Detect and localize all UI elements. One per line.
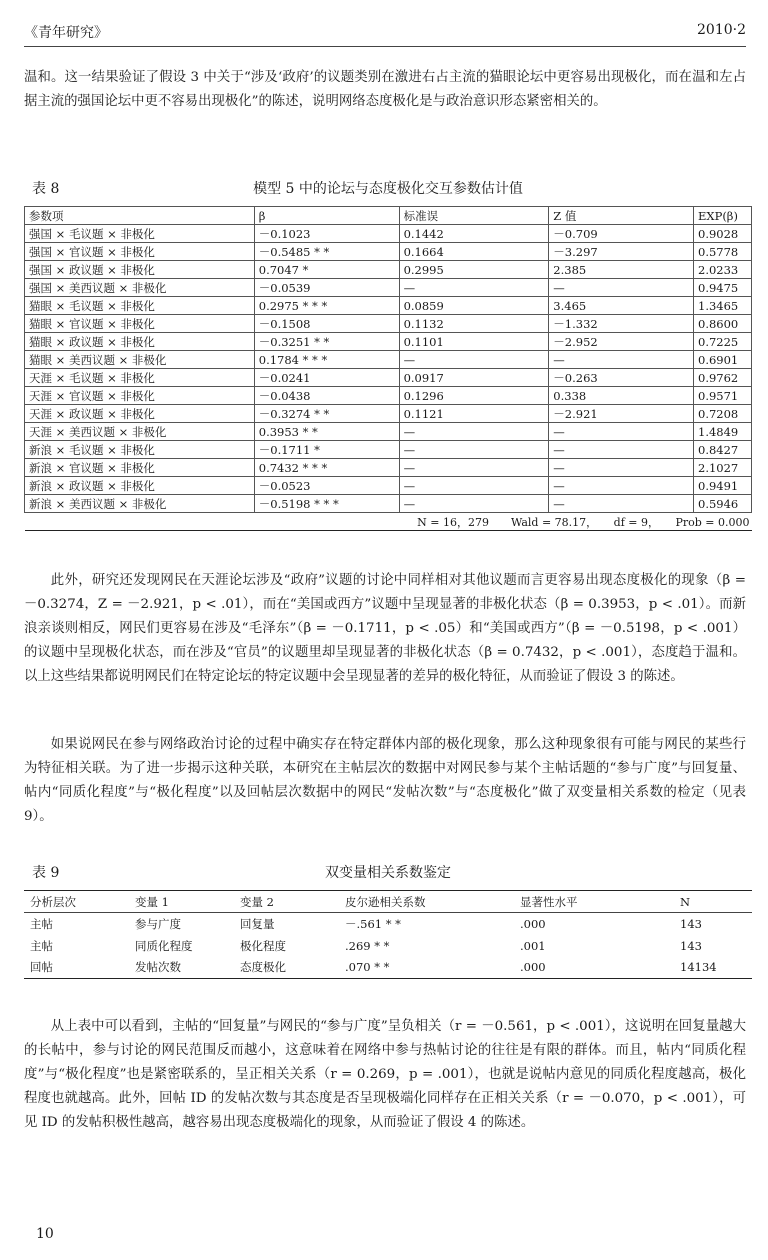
table-9-header-cell: 变量 2 — [234, 891, 339, 913]
table-8-row — [25, 405, 752, 423]
issue-number: 2010·2 — [697, 22, 746, 38]
table-8-row-cell: －3.297 — [549, 243, 694, 261]
table-8-row-cell: 天涯 × 美西议题 × 非极化 — [25, 423, 255, 441]
table-9-header-cell: 分析层次 — [24, 891, 129, 913]
table-8-row-cell: 新浪 × 毛议题 × 非极化 — [25, 441, 255, 459]
table-8-row-cell: — — [549, 423, 694, 441]
table-8-row-cell: — — [549, 459, 694, 477]
table-9-row-cell: .000 — [520, 960, 546, 975]
paragraph-1: 温和。这一结果验证了假设 3 中关于“涉及‘政府’的议题类别在激进右占主流的猫眼论坛中更容易出现极化，而在温和左占据主流的强国论坛中更不容易出现极化”的陈述，说明网络态度极化是与政治意识形态紧密相关的。 — [24, 70, 746, 109]
table-8-row-cell: 0.0917 — [399, 369, 549, 387]
table-8-row — [25, 495, 752, 513]
table-8-row-cell: －0.3274 * * — [254, 405, 399, 423]
table-8-row-cell: 猫眼 × 毛议题 × 非极化 — [25, 297, 255, 315]
table-8-row-cell: — — [549, 351, 694, 369]
table-8-row — [25, 261, 752, 279]
table-9-row-cell: 143 — [680, 916, 702, 931]
table-8-row-cell: 1.4849 — [694, 423, 752, 441]
table-8-row-cell: 0.3953 * * — [254, 423, 399, 441]
table-8-row-cell: 0.9028 — [694, 225, 752, 243]
table-8-row — [25, 351, 752, 369]
table-8-row-cell: 0.1664 — [399, 243, 549, 261]
table-8-row-cell: — — [549, 279, 694, 297]
table-9-row — [24, 935, 752, 957]
table-9-header-cell: N — [674, 891, 752, 913]
table-8-row-cell: 猫眼 × 政议题 × 非极化 — [25, 333, 255, 351]
journal-title: 《青年研究》 — [24, 25, 108, 41]
table-8-row-cell: — — [399, 495, 549, 513]
table-8-row-cell: 0.338 — [549, 387, 694, 405]
table-9-row — [24, 957, 752, 979]
table-8-row — [25, 387, 752, 405]
table-8-row — [25, 297, 752, 315]
table-8-row — [25, 423, 752, 441]
table-8-row-cell: －0.0241 — [254, 369, 399, 387]
table-9-row-cell: .000 — [520, 916, 546, 931]
page-number: 10 — [36, 1226, 54, 1242]
table-8-header-cell: 参数项 — [25, 207, 255, 225]
paragraph-2: 此外，研究还发现网民在天涯论坛涉及“政府”议题的讨论中同样相对其他议题而言更容易出现态度极化的现象（β = －0.3274，Z = －2.921，p < .01），而在“美国或西方”议题中呈现显著的非极化状态（β = 0.3953，p < .01）。而新浪亲谈则相反，网民们更容易在涉及“毛泽东”（β = －0.1711，p < .05）和“美国或西方”（β = －0.5198，p < .001）的议题中呈现极化状态，而在涉及“官员”的议题里却呈现显著的非极化状态（β = 0.7432，p < .001），态度趋于温和。以上这些结果都说明网民们在特定论坛的特定议题中会呈现显著的差异的极化特征，从而验证了假设 3 的陈述。 — [24, 573, 746, 684]
table-8-row-cell: 天涯 × 毛议题 × 非极化 — [25, 369, 255, 387]
table-8-row-cell: 0.0859 — [399, 297, 549, 315]
running-header — [24, 22, 746, 47]
table-8-row-cell: －0.709 — [549, 225, 694, 243]
table-8-row — [25, 459, 752, 477]
table-9-header-cell: 显著性水平 — [514, 891, 674, 913]
table-8-row-cell: — — [399, 459, 549, 477]
table-9-label: 表 9 — [32, 865, 60, 881]
table-9-row-cell: 回复量 — [240, 916, 275, 931]
paragraph-4: 从上表中可以看到，主帖的“回复量”与网民的“参与广度”呈负相关（r = －0.561，p < .001），这说明在回复量越大的长帖中，参与讨论的网民范围反而越小，这意味着在网络中参与热帖讨论的往往是有限的群体。而且，帖内“同质化程度”与“极化程度”也是紧密联系的，呈正相关关系（r = 0.269，p = .001），也就是说帖内意见的同质化程度越高，极化程度也就越高。此外，回帖 ID 的发帖次数与其态度是否呈现极端化同样存在正相关关系（r = －0.070，p < .001），可见 ID 的发帖积极性越高，越容易出现态度极端化的现象，从而验证了假设 4 的陈述。 — [24, 1019, 746, 1130]
table-9-row-cell: 主帖 — [30, 916, 53, 931]
table-8-row — [25, 369, 752, 387]
table-8-row-cell: 0.2975 * * * — [254, 297, 399, 315]
table-8-row-cell: －0.5485 * * — [254, 243, 399, 261]
table-8-row-cell: 0.8600 — [694, 315, 752, 333]
table-8-row-cell: 0.7047 * — [254, 261, 399, 279]
table-8-header-row — [25, 207, 752, 225]
table-8-row-cell: 0.1784 * * * — [254, 351, 399, 369]
table-8-row-cell: 强国 × 毛议题 × 非极化 — [25, 225, 255, 243]
table-8-row — [25, 279, 752, 297]
table-8-row-cell: －0.1508 — [254, 315, 399, 333]
table-8-statistics: N = 16，279 Wald = 78.17， df = 9， Prob = 0.000 — [417, 515, 750, 529]
table-9-row — [24, 913, 752, 935]
table-8-row-cell: －1.332 — [549, 315, 694, 333]
table-9-row-cell: .070 * * — [345, 960, 390, 975]
table-8-row-cell: 2.1027 — [694, 459, 752, 477]
table-8-header-cell: β — [254, 207, 399, 225]
table-8-row-cell: 强国 × 政议题 × 非极化 — [25, 261, 255, 279]
table-8-row-cell: 1.3465 — [694, 297, 752, 315]
table-8-row-cell: －0.1711 * — [254, 441, 399, 459]
table-8-row-cell: －0.0539 — [254, 279, 399, 297]
table-8-row-cell: 0.7225 — [694, 333, 752, 351]
table-8-row-cell: 0.8427 — [694, 441, 752, 459]
table-8-row-cell: 0.1101 — [399, 333, 549, 351]
table-9-row-cell: 主帖 — [30, 938, 53, 953]
table-9-header-cell: 皮尔逊相关系数 — [339, 891, 514, 913]
table-8-footer-row — [25, 513, 752, 531]
table-8-row-cell: 天涯 × 政议题 × 非极化 — [25, 405, 255, 423]
table-8-row — [25, 333, 752, 351]
table-8-row-cell: — — [399, 423, 549, 441]
table-8-row-cell: 0.2995 — [399, 261, 549, 279]
table-8-row-cell: 0.1442 — [399, 225, 549, 243]
table-8-row-cell: 0.5778 — [694, 243, 752, 261]
table-8-caption — [24, 178, 752, 198]
table-8-title: 模型 5 中的论坛与态度极化交互参数估计值 — [253, 181, 523, 197]
table-8-row-cell: －0.0523 — [254, 477, 399, 495]
table-9-row-cell: 回帖 — [30, 960, 53, 975]
table-8-row-cell: 0.9475 — [694, 279, 752, 297]
table-8-row-cell: 0.1121 — [399, 405, 549, 423]
table-9-title: 双变量相关系数鉴定 — [325, 865, 451, 881]
table-9-row-cell: 发帖次数 — [135, 960, 181, 975]
table-8-row-cell: 0.9571 — [694, 387, 752, 405]
table-9-row-cell: 极化程度 — [240, 938, 286, 953]
table-8 — [24, 206, 752, 531]
table-9-row-cell: .001 — [520, 938, 546, 953]
table-8-row — [25, 225, 752, 243]
table-8-row-cell: — — [549, 477, 694, 495]
table-8-row-cell: 0.9491 — [694, 477, 752, 495]
table-8-row-cell: 强国 × 官议题 × 非极化 — [25, 243, 255, 261]
table-8-header-cell: 标准误 — [399, 207, 549, 225]
table-9-caption — [24, 862, 752, 882]
table-8-row-cell: — — [399, 441, 549, 459]
table-8-row-cell: — — [549, 495, 694, 513]
table-8-row-cell: －0.1023 — [254, 225, 399, 243]
table-8-row-cell: 0.1296 — [399, 387, 549, 405]
table-8-row-cell: — — [399, 351, 549, 369]
table-8-row-cell: －0.3251 * * — [254, 333, 399, 351]
table-9 — [24, 890, 752, 979]
table-8-row-cell: 3.465 — [549, 297, 694, 315]
table-8-row-cell: －2.921 — [549, 405, 694, 423]
table-8-row — [25, 441, 752, 459]
table-8-row-cell: 猫眼 × 官议题 × 非极化 — [25, 315, 255, 333]
table-8-row-cell: 2.0233 — [694, 261, 752, 279]
table-9-row-cell: 参与广度 — [135, 916, 181, 931]
table-8-row-cell: 天涯 × 官议题 × 非极化 — [25, 387, 255, 405]
table-8-row-cell: －0.263 — [549, 369, 694, 387]
table-8-row-cell: 强国 × 美西议题 × 非极化 — [25, 279, 255, 297]
table-8-row-cell: — — [399, 279, 549, 297]
table-9-header-cell: 变量 1 — [129, 891, 234, 913]
table-8-row-cell: 0.5946 — [694, 495, 752, 513]
table-9-row-cell: 态度极化 — [240, 960, 286, 975]
table-8-row-cell: －2.952 — [549, 333, 694, 351]
table-8-row-cell: — — [399, 477, 549, 495]
table-8-row-cell: 0.9762 — [694, 369, 752, 387]
table-8-row-cell: －0.0438 — [254, 387, 399, 405]
table-9-row-cell: .269 * * — [345, 938, 390, 953]
table-8-header-cell: EXP(β) — [694, 207, 752, 225]
table-8-row-cell: 新浪 × 政议题 × 非极化 — [25, 477, 255, 495]
table-8-row-cell: 0.7208 — [694, 405, 752, 423]
table-8-row-cell: 新浪 × 官议题 × 非极化 — [25, 459, 255, 477]
table-9-row-cell: 同质化程度 — [135, 938, 193, 953]
paragraph-3: 如果说网民在参与网络政治讨论的过程中确实存在特定群体内部的极化现象，那么这种现象很有可能与网民的某些行为特征相关联。为了进一步揭示这种关联，本研究在主帖层次的数据中对网民参与某个主帖话题的“参与广度”与回复量、帖内“同质化程度”与“极化程度”以及回帖层次数据中的网民“发帖次数”与“态度极化”做了双变量相关系数的检定（见表 9）。 — [24, 737, 746, 824]
table-8-row-cell: －0.5198 * * * — [254, 495, 399, 513]
table-8-row-cell: 0.7432 * * * — [254, 459, 399, 477]
table-8-row — [25, 315, 752, 333]
table-8-row-cell: 0.1132 — [399, 315, 549, 333]
table-9-row-cell: －.561 * * — [345, 916, 401, 931]
table-8-row-cell: 0.6901 — [694, 351, 752, 369]
table-9-header-row — [24, 891, 752, 913]
table-9-row-cell: 14134 — [680, 960, 717, 975]
table-8-header-cell: Z 值 — [549, 207, 694, 225]
table-8-row-cell: 猫眼 × 美西议题 × 非极化 — [25, 351, 255, 369]
table-8-row-cell: 2.385 — [549, 261, 694, 279]
table-8-row — [25, 243, 752, 261]
table-8-row-cell: — — [549, 441, 694, 459]
table-8-row — [25, 477, 752, 495]
table-8-row-cell: 新浪 × 美西议题 × 非极化 — [25, 495, 255, 513]
table-8-label: 表 8 — [32, 181, 60, 197]
table-9-row-cell: 143 — [680, 938, 702, 953]
